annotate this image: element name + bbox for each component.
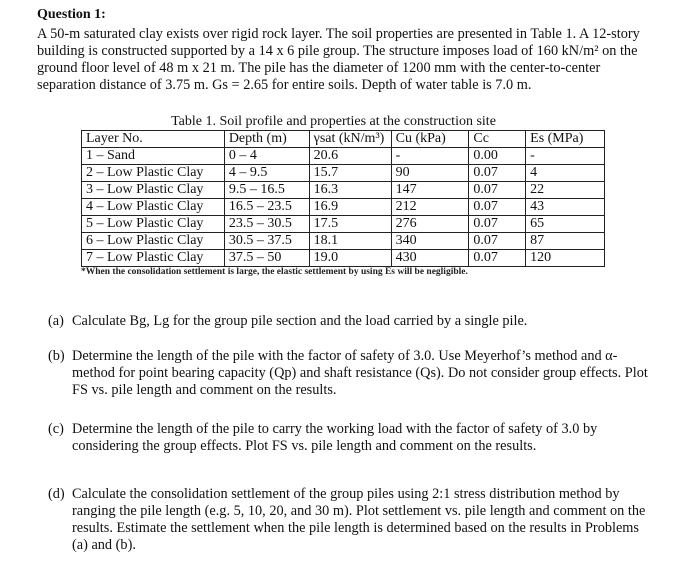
part-label: (a)	[48, 313, 64, 329]
soil-properties-table	[81, 130, 605, 267]
cell-cu: 340	[391, 233, 469, 250]
cell-depth: 23.5 – 30.5	[224, 216, 309, 233]
cell-cu: 430	[391, 250, 469, 267]
header-gamma-sat: γsat (kN/m³)	[309, 131, 391, 148]
table-row	[82, 233, 605, 250]
cell-es: 22	[526, 182, 605, 199]
part-a	[48, 313, 527, 330]
cell-gamma-sat: 19.0	[309, 250, 391, 267]
cell-es: 65	[526, 216, 605, 233]
table-footnote: *When the consolidation settlement is large, the elastic settlement by using Es will be negligible.	[81, 267, 468, 277]
header-layer: Layer No.	[82, 131, 225, 148]
cell-es: -	[526, 148, 605, 165]
table-header-row	[82, 131, 605, 148]
soil-properties-table-block	[81, 113, 606, 278]
cell-layer: 5 – Low Plastic Clay	[82, 216, 225, 233]
table-row	[82, 216, 605, 233]
cell-layer: 1 – Sand	[82, 148, 225, 165]
cell-cu: 276	[391, 216, 469, 233]
cell-depth: 37.5 – 50	[224, 250, 309, 267]
part-text: Calculate Bg, Lg for the group pile section and the load carried by a single pile.	[72, 313, 528, 329]
part-text: Calculate the consolidation settlement of the group piles using 2:1 stress distribution method by ranging the pile length (e.g. 5, 10, 20, and 30 m). Plot settlement vs. pile length and comment on the results. Estimate the settlement when the pile length is determined based on the results in Problems (a) and (b).	[72, 486, 646, 553]
part-text: Determine the length of the pile to carry the working load with the factor of safety of 3.0 by considering the group effects. Plot FS vs. pile length and comment on the results.	[72, 421, 598, 454]
cell-gamma-sat: 16.3	[309, 182, 391, 199]
cell-cc: 0.07	[469, 165, 526, 182]
cell-layer: 6 – Low Plastic Clay	[82, 233, 225, 250]
cell-depth: 16.5 – 23.5	[224, 199, 309, 216]
cell-layer: 7 – Low Plastic Clay	[82, 250, 225, 267]
cell-gamma-sat: 20.6	[309, 148, 391, 165]
part-b	[48, 348, 658, 399]
cell-cc: 0.00	[469, 148, 526, 165]
cell-layer: 2 – Low Plastic Clay	[82, 165, 225, 182]
cell-cu: 90	[391, 165, 469, 182]
cell-cu: 147	[391, 182, 469, 199]
cell-es: 87	[526, 233, 605, 250]
cell-cu: 212	[391, 199, 469, 216]
header-cc: Cc	[469, 131, 526, 148]
part-label: (b)	[48, 348, 65, 364]
table-row	[82, 165, 605, 182]
cell-depth: 4 – 9.5	[224, 165, 309, 182]
cell-cc: 0.07	[469, 216, 526, 233]
cell-cc: 0.07	[469, 182, 526, 199]
cell-cu: -	[391, 148, 469, 165]
cell-gamma-sat: 15.7	[309, 165, 391, 182]
part-c	[48, 421, 658, 455]
cell-cc: 0.07	[469, 199, 526, 216]
question-body	[37, 26, 661, 94]
part-text: Determine the length of the pile with the factor of safety of 3.0. Use Meyerhof’s method and α-method for point bearing capacity (Qp) and shaft resistance (Qs). Do not consider group effects. Plot FS vs. pile length and comment on the results.	[72, 348, 648, 398]
cell-gamma-sat: 18.1	[309, 233, 391, 250]
question-heading: Question 1:	[37, 7, 106, 22]
table-row	[82, 148, 605, 165]
table-row	[82, 250, 605, 267]
part-d	[48, 486, 658, 554]
cell-depth: 9.5 – 16.5	[224, 182, 309, 199]
part-label: (c)	[48, 421, 64, 437]
cell-gamma-sat: 16.9	[309, 199, 391, 216]
part-label: (d)	[48, 486, 65, 502]
cell-depth: 0 – 4	[224, 148, 309, 165]
question-text: A 50-m saturated clay exists over rigid rock layer. The soil properties are presented in Table 1. A 12-story building is constructed supported by a 14 x 6 pile group. The structure imposes load of 160 kN/m² on the ground floor level of 48 m x 21 m. The pile has the diameter of 1200 mm with the center-to-center separation distance of 3.75 m. Gs = 2.65 for entire soils. Depth of water table is 7.0 m.	[37, 26, 640, 93]
cell-layer: 4 – Low Plastic Clay	[82, 199, 225, 216]
cell-es: 43	[526, 199, 605, 216]
table-row	[82, 182, 605, 199]
cell-es: 120	[526, 250, 605, 267]
header-depth: Depth (m)	[224, 131, 309, 148]
cell-es: 4	[526, 165, 605, 182]
cell-gamma-sat: 17.5	[309, 216, 391, 233]
cell-cc: 0.07	[469, 233, 526, 250]
cell-cc: 0.07	[469, 250, 526, 267]
table-caption: Table 1. Soil profile and properties at the construction site	[171, 114, 496, 129]
header-cu: Cu (kPa)	[391, 131, 469, 148]
table-row	[82, 199, 605, 216]
cell-depth: 30.5 – 37.5	[224, 233, 309, 250]
header-es: Es (MPa)	[526, 131, 605, 148]
cell-layer: 3 – Low Plastic Clay	[82, 182, 225, 199]
